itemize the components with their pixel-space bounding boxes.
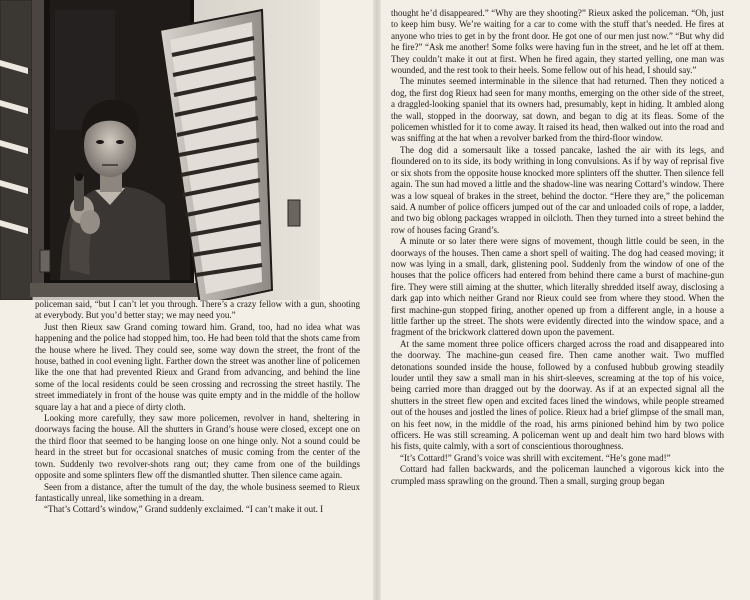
paragraph: The minutes seemed interminable in the silence that had returned. Then they noticed a dog, the first dog Rieux had seen for many months, emerging on the other side of the street, a draggled-looking spaniel that its owners had, presumably, kept in hiding. It ambled along the wall, stopped in the doorway, sat down, and began to dig at its fleas. Some of the policemen whistled for it to come away. It raised its head, then walked out into the road and was sniffing at the hat when a revolver barked from the third-floor window.: [391, 76, 724, 144]
page-gutter: [373, 0, 381, 600]
left-page-text: [35, 299, 360, 595]
paragraph: policeman said, “but I can’t let you through. There’s a crazy fellow with a gun, shooting at everybody. But you’d better stay; we may need you.”: [35, 299, 360, 321]
paragraph: thought he’d disappeared.” “Why are they shooting?” Rieux asked the policeman. “Oh, just to keep him busy. We’re waiting for a car to come with the stuff that’s needed. He fires at anyone who tries to get in by the front door. He got one of our men just now.” “But why did he fire?” “Ask me another! Some folks were having fun in the street, and he let off at them. They couldn’t make it out at first. When he fired again, they started yelling, one man was wounded, and the rest took to their heels. Some fellow out of his head, I should say.”: [391, 8, 724, 76]
paragraph: At the same moment three police officers charged across the road and disappeared into the doorway. The machine-gun ceased fire. Then came another wait. Two muffled detonations sounded inside the house, followed by a confused hubbub growing steadily louder until they saw a small man in his shirt-sleeves, screaming at the top of his voice, being carried more than dragged out by the doorway. As if at an expected signal all the shutters in the street flew open and excited faces lined the windows, while people streamed out of the houses and jostled the lines of police. Rieux had a brief glimpse of the small man, on his feet now, in the middle of the road, his arms pinioned behind him by two police officers. He was still screaming. A policeman went up and dealt him two hard blows with his fists, quite calmly, with a sort of conscientious thoroughness.: [391, 338, 724, 452]
paragraph: Seen from a distance, after the tumult of the day, the whole business seemed to Rieux fantastically unreal, like something in a dream.: [35, 481, 360, 503]
paragraph: “It’s Cottard!” Grand’s voice was shrill with excitement. “He’s gone mad!”: [400, 452, 671, 463]
paragraph: The dog did a somersault like a tossed pancake, lashed the air with its legs, and floundered on to its side, its body writhing in long convulsions. As if by way of reprisal five or six shots from the opposite house knocked more splinters off the shutter. Then silence fell again. The sun had moved a little and the shadow-line was nearing Cottard’s window. There was a low squeal of brakes in the street, behind the doctor. “Here they are,” the policeman said. A number of police officers jumped out of the car and unloaded coils of rope, a ladder, and two big oblong packages wrapped in oilcloth. Then they turned into a street behind the row of houses facing Grand’s.: [391, 144, 724, 235]
right-page-text: [391, 8, 724, 596]
paragraph: Cottard had fallen backwards, and the policeman launched a vigorous kick into the crumpled mass sprawling on the ground. Then a small, surging group began: [391, 464, 724, 486]
paragraph: A minute or so later there were signs of movement, though little could be seen, in the doorways of the houses. Then came a short spell of waiting. The dog had ceased moving; it now was lying in a small, dark, glistening pool. Suddenly from the window of one of the houses that the police officers had entered from behind there came a burst of machine-gun fire. They were still aiming at the shutter, which literally shredded itself away, disclosing a dark gap into which neither Grand nor Rieux could see from where they stood. When the first machine-gun stopped firing, another opened up from a different angle, in a house a little farther up the street. The shots were evidently directed into the window space, and a fragment of the brickwork clattered down upon the pavement.: [391, 236, 724, 338]
paragraph: Looking more carefully, they saw more policemen, revolver in hand, sheltering in doorways facing the house. All the shutters in Grand’s house were closed, except one on the third floor that seemed to be hanging loose on one hinge only. Not a sound could be heard in the street but for occasional snatches of music coming from the center of the town. Suddenly two revolver-shots rang out; they came from one of the buildings opposite and some splinters flew off the dismantled shutter. Then silence came again.: [35, 413, 360, 481]
paragraph: Just then Rieux saw Grand coming toward him. Grand, too, had no idea what was happening and the police had stopped him, too. He had been told that the shots came from the house where he lived. They could see, some way down the street, the front of the house, bathed in cool evening light. Farther down the street was another line of policemen like the one that had prevented Rieux and Grand from advancing, and behind the line some of the local residents could be seen crossing and recrossing the street hastily. The street immediately in front of the house was quite empty and in the middle of the hollow square lay a hat and a piece of dirty cloth.: [35, 321, 360, 412]
paragraph: “That’s Cottard’s window,” Grand suddenly exclaimed. “I can’t make it out. I: [44, 504, 324, 515]
window-gunman-illustration: [0, 0, 320, 300]
